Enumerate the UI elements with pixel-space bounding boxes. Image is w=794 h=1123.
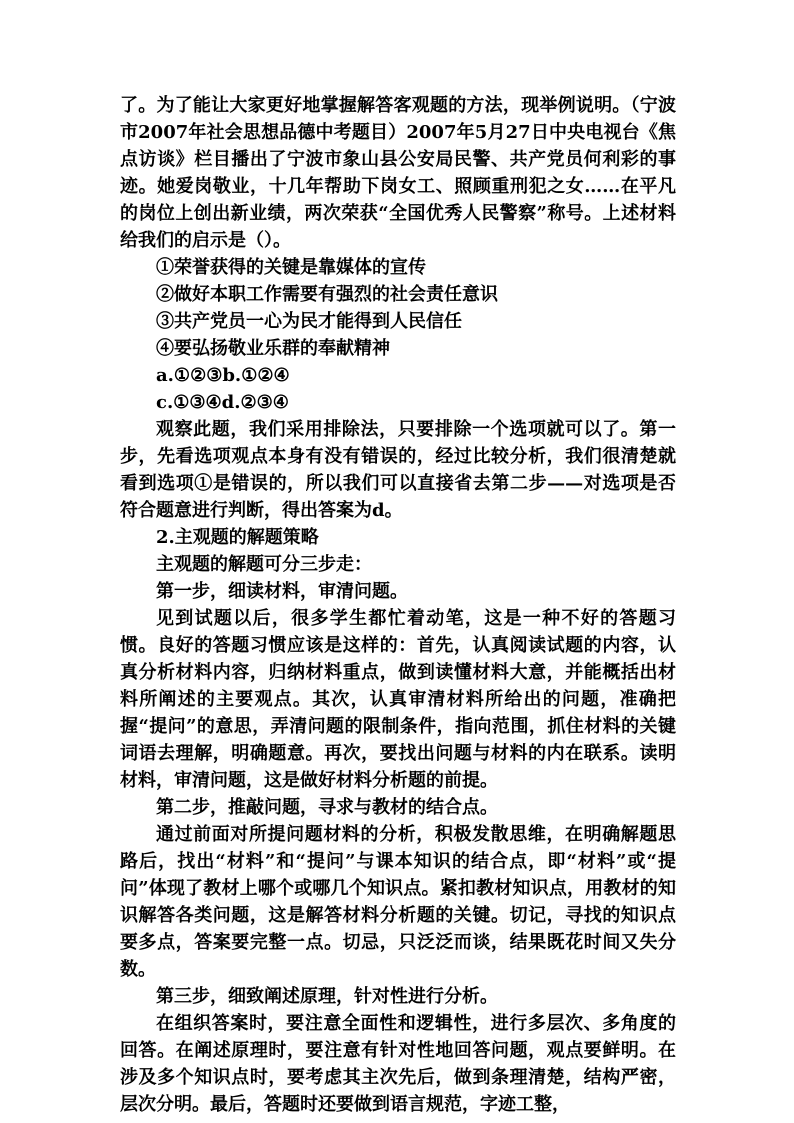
step-1-heading: 第一步，细读材料，审清问题。: [156, 581, 408, 602]
option-2: ②做好本职工作需要有强烈的社会责任意识: [156, 284, 498, 305]
intro-paragraph: 了。为了能让大家更好地掌握解答客观题的方法，现举例说明。（宁波市2007年社会思想品德中考题目）2007年5月27日中央电视台《焦点访谈》栏目播出了宁波市象山县公安局民警、共产党员何利彩的事迹。她爱岗敬业，十几年帮助下岗女工、照顾重刑犯之女……在平凡的岗位上创出新业绩，两次荣获“全国优秀人民警察”称号。上述材料给我们的启示是（）。: [120, 95, 676, 251]
step-1-body: 见到试题以后，很多学生都忙着动笔，这是一种不好的答题习惯。良好的答题习惯应该是这样的：首先，认真阅读试题的内容，认真分析材料内容，归纳材料重点，做到读懂材料大意，并能概括出材料所阐述的主要观点。其次，认真审清材料所给出的问题，准确把握“提问”的意思，弄清问题的限制条件，指向范围，抓住材料的关键词语去理解，明确题意。再次，要找出问题与材料的内在联系。读明材料，审清问题，这是做好材料分析题的前提。: [120, 608, 676, 791]
option-4: ④要弘扬敬业乐群的奉献精神: [156, 338, 390, 359]
answer-choices-cd: c.①③④d.②③④: [156, 392, 289, 413]
step-3-heading: 第三步，细致阐述原理，针对性进行分析。: [156, 986, 498, 1007]
analysis-paragraph: 观察此题，我们采用排除法，只要排除一个选项就可以了。第一步，先看选项观点本身有没有错误的，经过比较分析，我们很清楚就看到选项①是错误的，所以我们可以直接省去第二步——对选项是否符合题意进行判断，得出答案为d。: [120, 419, 676, 521]
document-page: [120, 92, 676, 1118]
option-3: ③共产党员一心为民才能得到人民信任: [156, 311, 462, 332]
steps-intro: 主观题的解题可分三步走：: [156, 554, 372, 575]
step-2-body: 通过前面对所提问题材料的分析，积极发散思维，在明确解题思路后，找出“材料”和“提问”与课本知识的结合点，即“材料”或“提问”体现了教材上哪个或哪几个知识点。紧扣教材知识点，用教材的知识解答各类问题，这是解答材料分析题的关键。切记，寻找的知识点要多点，答案要完整一点。切忌，只泛泛而谈，结果既花时间又失分数。: [120, 824, 676, 980]
answer-choices-ab: a.①②③b.①②④: [156, 365, 290, 386]
step-2-heading: 第二步，推敲问题，寻求与教材的结合点。: [156, 797, 498, 818]
section-heading-subjective: 2.主观题的解题策略: [156, 527, 319, 548]
option-1: ①荣誉获得的关键是靠媒体的宣传: [156, 257, 426, 278]
step-3-body: 在组织答案时，要注意全面性和逻辑性，进行多层次、多角度的回答。在阐述原理时，要注意有针对性地回答问题，观点要鲜明。在涉及多个知识点时，要考虑其主次先后，做到条理清楚，结构严密，层次分明。最后，答题时还要做到语言规范，字迹工整，: [120, 1013, 676, 1115]
